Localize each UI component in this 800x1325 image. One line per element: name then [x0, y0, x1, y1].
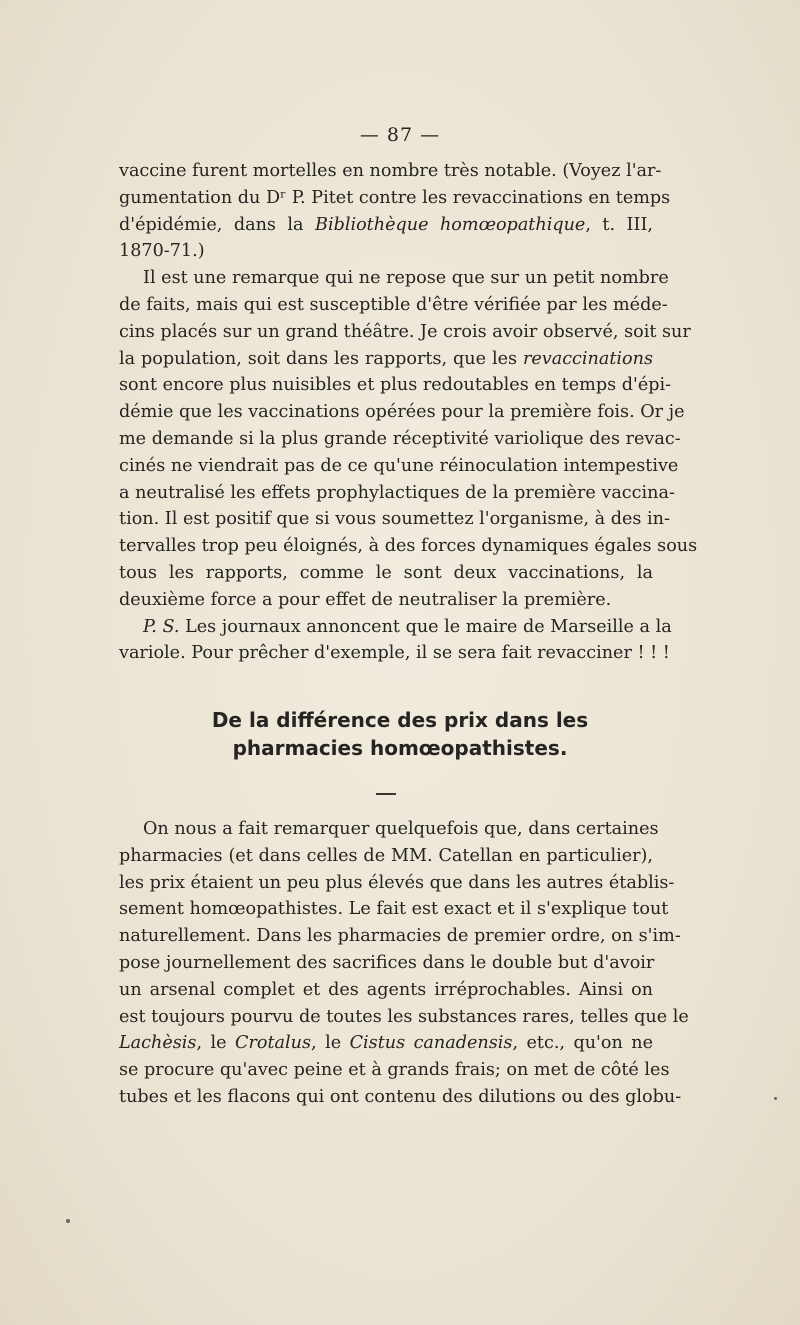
text-line: un arsenal complet et des agents irréprochables. Ainsi on [119, 979, 653, 1000]
text-line: tervalles trop peu éloignés, à des forces dynamiques égales sous [119, 536, 698, 557]
text-line: a neutralisé les effets prophylactiques de la première vaccina- [119, 482, 675, 503]
italic-word: Lachèsis [119, 1033, 197, 1054]
text-line: Il est une remarque qui ne repose que sur un petit nombre [143, 268, 669, 289]
text-line: de faits, mais qui est susceptible d'être vérifiée par les méde- [119, 294, 668, 315]
italic-title: Bibliothèque homœopathique [315, 214, 586, 235]
text-line: démie que les vaccinations opérées pour la première fois. Or je [119, 402, 685, 423]
paper-speck [66, 1219, 70, 1223]
text-line: pose journellement des sacrifices dans le double but d'avoir [119, 952, 655, 973]
text-line: variole. Pour prêcher d'exemple, il se sera fait revacciner ! ! ! [119, 643, 670, 664]
text-line: cinés ne viendrait pas de ce qu'une réinoculation intempestive [119, 455, 679, 476]
text-line: les prix étaient un peu plus élevés que dans les autres établis- [119, 872, 675, 893]
text-line: tion. Il est positif que si vous soumettez l'organisme, à des in- [119, 509, 670, 530]
text-line: P. S. Les journaux annoncent que le maire de Marseille a la [143, 616, 672, 637]
divider-rule [376, 793, 396, 795]
text-line: d'épidémie, dans la Bibliothèque homœopathique, t. III, [119, 214, 653, 235]
text-line: se procure qu'avec peine et à grands frais; on met de côté les [119, 1060, 670, 1081]
text-line: me demande si la plus grande réceptivité variolique des revac- [119, 428, 681, 449]
text-line: gumentation du Dʳ P. Pitet contre les revaccinations en temps [119, 187, 671, 208]
section-heading-line-2: pharmacies homœopathistes. [232, 736, 568, 760]
text-line: sont encore plus nuisibles et plus redoutables en temps d'épi- [119, 375, 672, 396]
text-line: sement homœopathistes. Le fait est exact et il s'explique tout [119, 899, 669, 920]
section-heading-line-1: De la différence des prix dans les [211, 708, 589, 732]
page-number: — 87 — [359, 124, 441, 146]
text-line: tous les rapports, comme le sont deux vaccinations, la [119, 562, 653, 583]
italic-word: revaccinations [522, 348, 653, 369]
italic-word: Cistus canadensis [349, 1033, 513, 1054]
italic-ps: P. S. [143, 616, 180, 637]
text-line: la population, soit dans les rapports, que les revaccinations [119, 348, 653, 369]
text-line: est toujours pourvu de toutes les substances rares, telles que le [119, 1006, 689, 1027]
italic-word: Crotalus [235, 1033, 312, 1054]
text-line: 1870-71.) [119, 241, 205, 262]
paper-speck [774, 1097, 777, 1100]
text-line: On nous a fait remarquer quelquefois que, dans certaines [143, 819, 659, 839]
text-line: deuxième force a pour effet de neutraliser la première. [119, 589, 612, 610]
text-line: vaccine furent mortelles en nombre très notable. (Voyez l'ar- [119, 161, 662, 181]
body-text-top [119, 158, 698, 667]
text-line: Lachèsis, le Crotalus, le Cistus canadensis, etc., qu'on ne [119, 1033, 653, 1054]
body-text-bottom [119, 816, 689, 1111]
text-line: tubes et les flacons qui ont contenu des dilutions ou des globu- [119, 1086, 682, 1107]
text-line: naturellement. Dans les pharmacies de premier ordre, on s'im- [119, 926, 681, 947]
text-line: pharmacies (et dans celles de MM. Catellan en particulier), [119, 845, 653, 866]
text-line: cins placés sur un grand théâtre. Je crois avoir observé, soit sur [119, 321, 691, 342]
